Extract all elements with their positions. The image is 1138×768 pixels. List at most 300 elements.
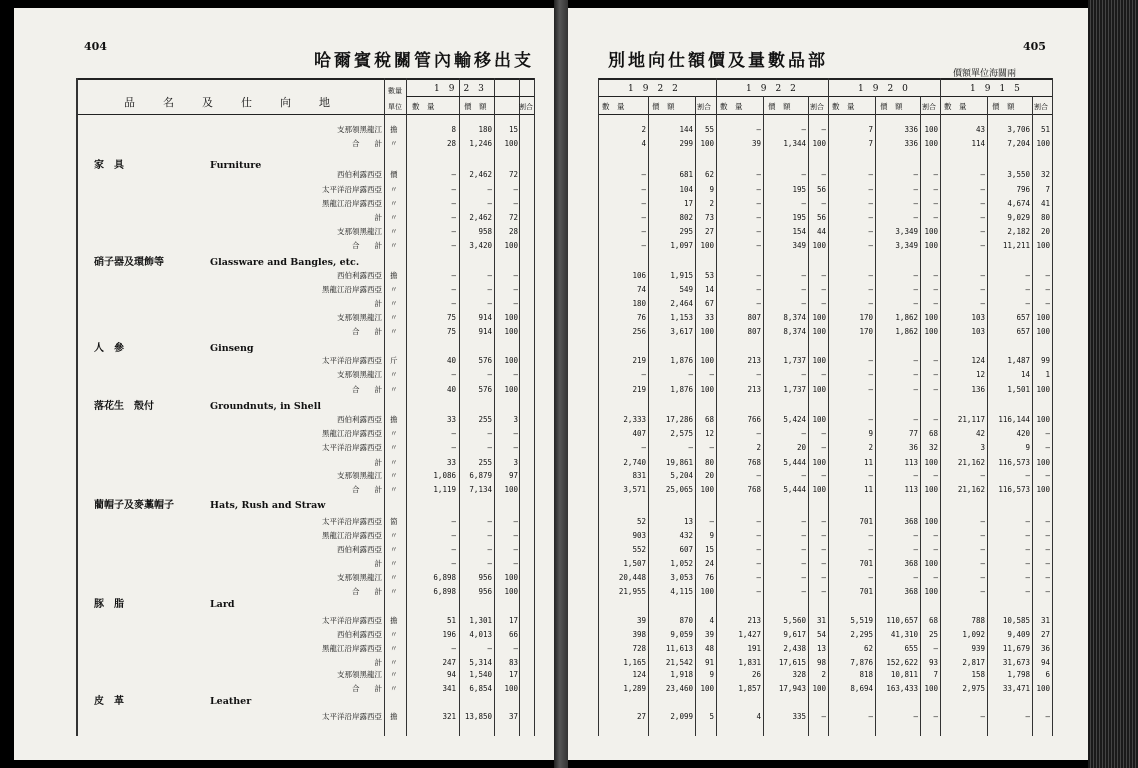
category-jp: 硝子器及環飾等 — [94, 257, 164, 268]
quantity-cell: 42 — [975, 429, 985, 438]
ratio-cell: — — [513, 370, 518, 379]
destination-label: 西伯利露西亞 — [337, 170, 382, 179]
quantity-cell: 33 — [446, 415, 456, 424]
unit-label: 箇 — [390, 517, 398, 526]
value-cell: — — [801, 587, 806, 596]
quantity-cell: 12 — [975, 370, 985, 379]
ratio-cell: 100 — [504, 327, 518, 336]
quantity-cell: — — [451, 429, 456, 438]
ratio-cell: 25 — [928, 630, 938, 639]
quantity-cell: 8 — [451, 125, 456, 134]
ratio-cell: 32 — [1040, 170, 1050, 179]
ratio-cell: — — [821, 285, 826, 294]
ratio-cell: — — [513, 545, 518, 554]
quantity-cell: 75 — [446, 313, 456, 322]
quantity-cell: — — [980, 471, 985, 480]
value-cell: 5,424 — [783, 415, 806, 424]
ratio-cell: — — [933, 271, 938, 280]
ratio-cell: 72 — [508, 170, 518, 179]
quantity-cell: 114 — [971, 139, 985, 148]
unit-label: 〃 — [390, 587, 398, 596]
ratio-cell: 100 — [812, 139, 826, 148]
ratio-cell: — — [933, 471, 938, 480]
value-cell: 2,462 — [469, 170, 492, 179]
ratio-cell: — — [933, 185, 938, 194]
ratio-cell: 66 — [508, 630, 518, 639]
ratio-cell: 100 — [1036, 139, 1050, 148]
destination-label: 合 計 — [352, 241, 382, 250]
ratio-cell: 100 — [812, 385, 826, 394]
ratio-cell: 100 — [924, 139, 938, 148]
value-cell: 5,560 — [783, 616, 806, 625]
value-cell: 5,204 — [670, 471, 693, 480]
ratio-cell: — — [821, 559, 826, 568]
ratio-cell: 100 — [700, 356, 714, 365]
value-cell: — — [801, 125, 806, 134]
table-top-rule — [76, 78, 534, 80]
quantity-cell: 3 — [980, 443, 985, 452]
value-cell: — — [487, 285, 492, 294]
value-cell: — — [487, 517, 492, 526]
value-cell: — — [913, 471, 918, 480]
ratio-cell: — — [513, 517, 518, 526]
page-title-left: 哈爾賓稅關管內輸移出支 — [314, 51, 534, 71]
unit-label: 〃 — [390, 139, 398, 148]
value-cell: — — [487, 299, 492, 308]
ratio-cell: 100 — [812, 327, 826, 336]
ratio-cell: 100 — [812, 241, 826, 250]
value-cell: — — [913, 285, 918, 294]
quantity-cell: — — [756, 370, 761, 379]
ratio-cell: 99 — [1040, 356, 1050, 365]
destination-label: 西伯利露西亞 — [337, 545, 382, 554]
ratio-cell: — — [933, 531, 938, 540]
value-cell: 549 — [679, 285, 693, 294]
year-header: 1 9 2 2 — [746, 84, 796, 94]
value-cell: — — [487, 545, 492, 554]
quantity-cell: — — [756, 471, 761, 480]
value-cell: — — [913, 545, 918, 554]
value-cell: — — [801, 285, 806, 294]
ratio-cell: 62 — [704, 170, 714, 179]
quantity-cell: 2 — [756, 443, 761, 452]
ratio-cell: 56 — [816, 185, 826, 194]
quantity-cell: — — [756, 545, 761, 554]
value-cell: 2,464 — [670, 299, 693, 308]
ratio-cell: 31 — [1040, 616, 1050, 625]
category-jp: 豚 脂 — [94, 599, 124, 610]
col-rule — [875, 96, 876, 736]
quantity-cell: — — [641, 185, 646, 194]
quantity-cell: — — [641, 443, 646, 452]
ratio-cell: 100 — [504, 139, 518, 148]
quantity-cell: 1,857 — [738, 684, 761, 693]
quantity-cell: 124 — [632, 670, 646, 679]
ratio-cell: 100 — [812, 458, 826, 467]
value-cell: 41,310 — [890, 630, 918, 639]
value-cell: 11,613 — [665, 644, 693, 653]
value-cell: 3,349 — [895, 227, 918, 236]
value-cell: 255 — [478, 458, 492, 467]
value-cell: — — [913, 299, 918, 308]
col-rule — [406, 78, 407, 736]
group-rule — [1052, 78, 1053, 736]
ratio-cell: — — [933, 356, 938, 365]
group-rule — [828, 78, 829, 736]
value-cell: 368 — [904, 587, 918, 596]
unit-label: 〃 — [390, 545, 398, 554]
value-cell: — — [913, 213, 918, 222]
ratio-cell: — — [513, 199, 518, 208]
header-col-ratio: 割合 — [810, 103, 824, 111]
value-cell: 10,585 — [1002, 616, 1030, 625]
value-cell: 20 — [796, 443, 806, 452]
ratio-cell: 100 — [504, 684, 518, 693]
quantity-cell: — — [451, 545, 456, 554]
value-cell: 14 — [1020, 370, 1030, 379]
unit-label: 〃 — [390, 443, 398, 452]
value-cell: — — [913, 385, 918, 394]
value-cell: 1,876 — [670, 385, 693, 394]
value-cell: — — [801, 573, 806, 582]
ratio-cell: 28 — [508, 227, 518, 236]
value-cell: 299 — [679, 139, 693, 148]
value-cell: — — [801, 471, 806, 480]
value-cell: 116,144 — [998, 415, 1030, 424]
ratio-cell: 73 — [704, 213, 714, 222]
category-en: Groundnuts, in Shell — [210, 401, 321, 412]
ratio-cell: 17 — [508, 670, 518, 679]
value-cell: 116,573 — [998, 485, 1030, 494]
ratio-cell: 94 — [1040, 658, 1050, 667]
destination-label: 合 計 — [352, 485, 382, 494]
value-cell: 657 — [1016, 327, 1030, 336]
value-cell: — — [487, 185, 492, 194]
ratio-cell: 55 — [704, 125, 714, 134]
quantity-cell: — — [868, 573, 873, 582]
value-cell: 9,059 — [670, 630, 693, 639]
ratio-cell: 100 — [924, 227, 938, 236]
destination-label: 太平洋沿岸露西亞 — [322, 616, 382, 625]
unit-label: 〃 — [390, 658, 398, 667]
quantity-cell: 136 — [971, 385, 985, 394]
value-cell: — — [1025, 299, 1030, 308]
table-header-rule — [76, 114, 534, 115]
quantity-cell: — — [451, 213, 456, 222]
unit-label: 價 — [390, 170, 398, 179]
value-cell: 956 — [478, 587, 492, 596]
table-header-rule — [598, 114, 1052, 115]
quantity-cell: 43 — [975, 125, 985, 134]
year-rule — [406, 96, 534, 97]
quantity-cell: — — [756, 559, 761, 568]
book-gutter — [554, 0, 568, 768]
ratio-cell: 100 — [1036, 241, 1050, 250]
col-rule — [384, 78, 385, 736]
quantity-cell: 28 — [446, 139, 456, 148]
ratio-cell: 100 — [812, 313, 826, 322]
quantity-cell: 219 — [632, 385, 646, 394]
value-cell: — — [487, 199, 492, 208]
quantity-cell: 40 — [446, 356, 456, 365]
quantity-cell: 768 — [747, 458, 761, 467]
ratio-cell: 5 — [709, 712, 714, 721]
ratio-cell: 100 — [924, 327, 938, 336]
quantity-cell: 124 — [971, 356, 985, 365]
ratio-cell: 100 — [504, 485, 518, 494]
quantity-cell: 1,831 — [738, 658, 761, 667]
quantity-cell: 52 — [636, 517, 646, 526]
ratio-cell: — — [933, 199, 938, 208]
value-cell: — — [487, 559, 492, 568]
quantity-cell: 2,817 — [962, 658, 985, 667]
ratio-cell: — — [821, 531, 826, 540]
ratio-cell: 6 — [1045, 670, 1050, 679]
ratio-cell: — — [513, 531, 518, 540]
ratio-cell: 32 — [928, 443, 938, 452]
ratio-cell: 68 — [928, 616, 938, 625]
quantity-cell: 1,289 — [623, 684, 646, 693]
ratio-cell: — — [1045, 517, 1050, 526]
quantity-cell: 106 — [632, 271, 646, 280]
quantity-cell: 2,740 — [623, 458, 646, 467]
category-jp: 家 具 — [94, 160, 124, 171]
ratio-cell: 2 — [709, 199, 714, 208]
value-cell: — — [913, 573, 918, 582]
ratio-cell: 100 — [924, 458, 938, 467]
value-cell: 870 — [679, 616, 693, 625]
quantity-cell: — — [868, 285, 873, 294]
destination-label: 太平洋沿岸露西亞 — [322, 443, 382, 452]
destination-label: 支那領黑龍江 — [337, 227, 382, 236]
value-cell: 1,798 — [1007, 670, 1030, 679]
value-cell: — — [913, 356, 918, 365]
value-cell: — — [913, 712, 918, 721]
destination-label: 黑龍江沿岸露西亞 — [322, 199, 382, 208]
quantity-cell: — — [980, 185, 985, 194]
ratio-cell: — — [821, 573, 826, 582]
ratio-cell: — — [1045, 559, 1050, 568]
value-cell: 36 — [908, 443, 918, 452]
ratio-cell: 54 — [816, 630, 826, 639]
unit-label: 〃 — [390, 630, 398, 639]
ratio-cell: — — [933, 299, 938, 308]
value-cell: 163,433 — [886, 684, 918, 693]
unit-label: 〃 — [390, 684, 398, 693]
value-cell: 295 — [679, 227, 693, 236]
quantity-cell: 196 — [442, 630, 456, 639]
destination-label: 合 計 — [352, 385, 382, 394]
quantity-cell: 158 — [971, 670, 985, 679]
unit-label: 〃 — [390, 559, 398, 568]
quantity-cell: 62 — [863, 644, 873, 653]
ratio-cell: 9 — [709, 185, 714, 194]
category-en: Hats, Rush and Straw — [210, 500, 326, 511]
value-cell: — — [801, 545, 806, 554]
ratio-cell: 100 — [924, 125, 938, 134]
left-page — [14, 8, 554, 760]
value-cell: 914 — [478, 327, 492, 336]
quantity-cell: — — [451, 241, 456, 250]
quantity-cell: — — [868, 213, 873, 222]
value-cell: 1,915 — [670, 271, 693, 280]
page-number-right: 405 — [1023, 40, 1046, 53]
ratio-cell: 83 — [508, 658, 518, 667]
quantity-cell: 94 — [446, 670, 456, 679]
quantity-cell: — — [868, 370, 873, 379]
ratio-cell: — — [933, 712, 938, 721]
quantity-cell: — — [451, 531, 456, 540]
value-cell: 21,542 — [665, 658, 693, 667]
value-cell: — — [801, 559, 806, 568]
ratio-cell: 24 — [704, 559, 714, 568]
quantity-cell: 247 — [442, 658, 456, 667]
quantity-cell: 321 — [442, 712, 456, 721]
col-rule — [763, 96, 764, 736]
value-cell: 3,420 — [469, 241, 492, 250]
quantity-cell: 768 — [747, 485, 761, 494]
value-cell: — — [913, 199, 918, 208]
ratio-cell: 48 — [704, 644, 714, 653]
quantity-cell: 766 — [747, 415, 761, 424]
quantity-cell: 701 — [859, 517, 873, 526]
ratio-cell: 97 — [508, 471, 518, 480]
ratio-cell: 20 — [704, 471, 714, 480]
category-en: Glassware and Bangles, etc. — [210, 257, 360, 268]
quantity-cell: — — [756, 170, 761, 179]
unit-label: 〃 — [390, 241, 398, 250]
value-cell: — — [487, 644, 492, 653]
ratio-cell: — — [513, 285, 518, 294]
col-rule — [534, 78, 535, 736]
value-cell: — — [1025, 285, 1030, 294]
quantity-cell: — — [451, 517, 456, 526]
quantity-cell: 27 — [636, 712, 646, 721]
unit-label: 〃 — [390, 471, 398, 480]
destination-label: 黑龍江沿岸露西亞 — [322, 531, 382, 540]
ratio-cell: 100 — [924, 559, 938, 568]
value-cell: 956 — [478, 573, 492, 582]
ratio-cell: 37 — [508, 712, 518, 721]
value-cell: — — [1025, 559, 1030, 568]
unit-label: 擔 — [390, 271, 398, 280]
quantity-cell: 939 — [971, 644, 985, 653]
header-col-qty: 數 量 — [944, 102, 967, 111]
ratio-cell: 67 — [704, 299, 714, 308]
ratio-cell: 100 — [504, 356, 518, 365]
quantity-cell: — — [641, 213, 646, 222]
quantity-cell: — — [756, 125, 761, 134]
ratio-cell: 100 — [700, 684, 714, 693]
header-col-qty: 數 量 — [602, 102, 625, 111]
ratio-cell: 31 — [816, 616, 826, 625]
quantity-cell: 1,086 — [433, 471, 456, 480]
quantity-cell: 341 — [442, 684, 456, 693]
ratio-cell: 100 — [924, 313, 938, 322]
quantity-cell: 170 — [859, 313, 873, 322]
value-cell: 152,622 — [886, 658, 918, 667]
ratio-cell: — — [821, 517, 826, 526]
ratio-cell: — — [821, 545, 826, 554]
value-cell: 77 — [908, 429, 918, 438]
unit-label: 擔 — [390, 125, 398, 134]
ratio-cell: 100 — [924, 485, 938, 494]
quantity-cell: — — [756, 285, 761, 294]
value-cell: 10,811 — [890, 670, 918, 679]
ratio-cell: 100 — [924, 587, 938, 596]
quantity-cell: 33 — [446, 458, 456, 467]
group-rule — [940, 78, 941, 736]
value-cell: 1,862 — [895, 313, 918, 322]
unit-label: 〃 — [390, 573, 398, 582]
unit-label: 〃 — [390, 370, 398, 379]
unit-label: 〃 — [390, 185, 398, 194]
value-cell: 116,573 — [998, 458, 1030, 467]
unit-label: 斤 — [390, 356, 398, 365]
ratio-cell: 100 — [1036, 485, 1050, 494]
quantity-cell: 76 — [636, 313, 646, 322]
destination-label: 支那領黑龍江 — [337, 573, 382, 582]
category-en: Lard — [210, 599, 235, 610]
destination-label: 太平洋沿岸露西亞 — [322, 356, 382, 365]
value-cell: — — [487, 443, 492, 452]
value-cell: — — [801, 370, 806, 379]
value-cell: 104 — [679, 185, 693, 194]
table-top-rule — [598, 78, 1052, 80]
quantity-cell: — — [868, 199, 873, 208]
header-col-value: 價 額 — [464, 102, 487, 111]
ratio-cell: 100 — [700, 327, 714, 336]
value-cell: 3,550 — [1007, 170, 1030, 179]
quantity-cell: 21,117 — [957, 415, 985, 424]
quantity-cell: — — [980, 573, 985, 582]
header-col-ratio: 割合 — [697, 103, 711, 111]
value-cell: 336 — [904, 139, 918, 148]
quantity-cell: — — [756, 517, 761, 526]
value-cell: 5,314 — [469, 658, 492, 667]
value-cell: 180 — [478, 125, 492, 134]
ratio-cell: 56 — [816, 213, 826, 222]
quantity-cell: 21,955 — [618, 587, 646, 596]
ratio-cell: — — [1045, 712, 1050, 721]
value-cell: 335 — [792, 712, 806, 721]
value-cell: 9,029 — [1007, 213, 1030, 222]
ratio-cell: 51 — [1040, 125, 1050, 134]
ratio-cell: 68 — [704, 415, 714, 424]
header-col-ratio: 割合 — [1034, 103, 1048, 111]
ratio-cell: 100 — [504, 587, 518, 596]
category-en: Leather — [210, 696, 252, 707]
value-cell: 5,444 — [783, 458, 806, 467]
value-cell: 802 — [679, 213, 693, 222]
ratio-cell: 100 — [1036, 415, 1050, 424]
quantity-cell: 2,975 — [962, 684, 985, 693]
value-cell: 4,115 — [670, 587, 693, 596]
header-col-value: 價 額 — [768, 102, 791, 111]
quantity-cell: 5,519 — [850, 616, 873, 625]
quantity-cell: — — [756, 227, 761, 236]
quantity-cell: — — [451, 199, 456, 208]
quantity-cell: 7 — [868, 139, 873, 148]
value-cell: 1,918 — [670, 670, 693, 679]
quantity-cell: — — [980, 241, 985, 250]
ratio-cell: 100 — [812, 415, 826, 424]
quantity-cell: 1,165 — [623, 658, 646, 667]
value-cell: 1,097 — [670, 241, 693, 250]
category-en: Furniture — [210, 160, 262, 171]
ratio-cell: 3 — [513, 458, 518, 467]
quantity-cell: 1,092 — [962, 630, 985, 639]
